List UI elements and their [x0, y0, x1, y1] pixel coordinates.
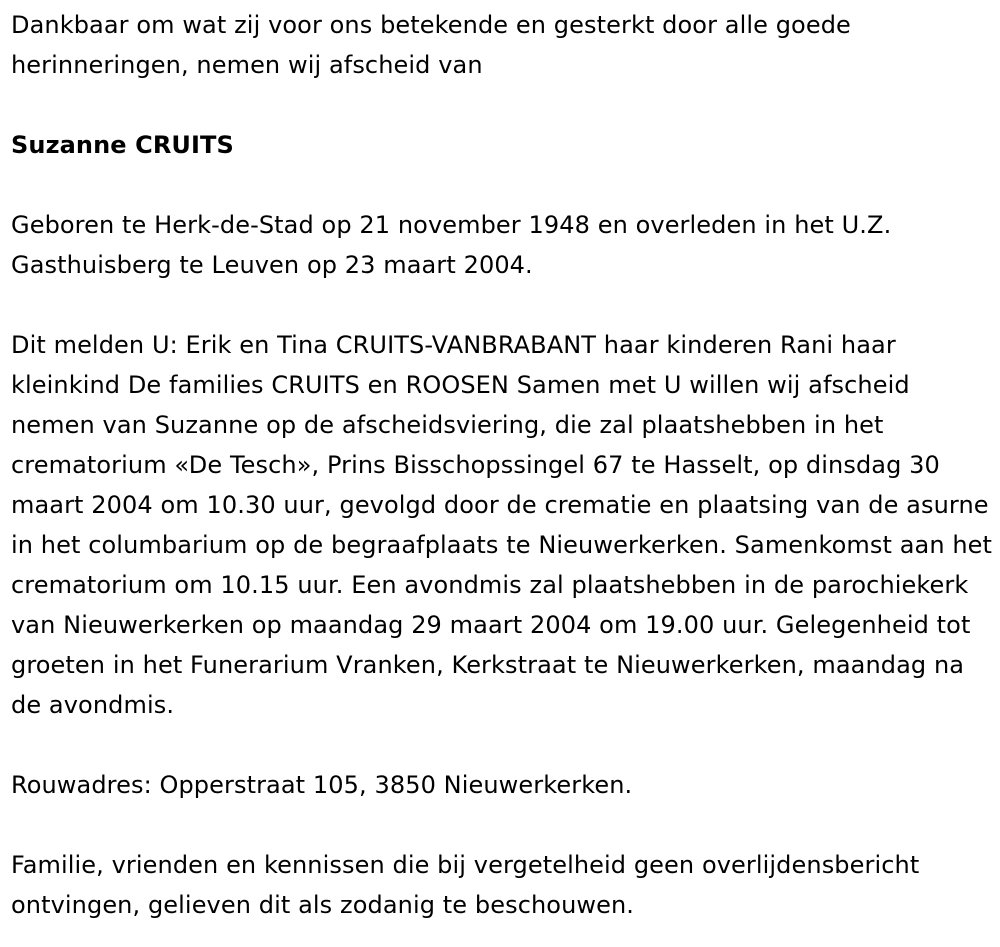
intro-text: Dankbaar om wat zij voor ons betekende en gesterkt door alle goede herinneringen, nemen wij afscheid van: [11, 11, 851, 79]
closing-text: Familie, vrienden en kennissen die bij vergetelheid geen overlijdensbericht ontvingen, gelieven dit als zodanig te beschouwen.: [11, 851, 920, 919]
announcement-text: Dit melden U: Erik en Tina CRUITS-VANBRABANT haar kinderen Rani haar kleinkind De families CRUITS en ROOSEN Samen met U willen wij afscheid nemen van Suzanne op de afscheidsviering, die zal plaatshebben in het crematorium «De Tesch», Prins Bisschopssingel 67 te Hasselt, op dinsdag 30 maart 2004 om 10.30 uur, gevolgd door de crematie en plaatsing van de asurne in het columbarium op de begraafplaats te Nieuwerkerken. Samenkomst aan het crematorium om 10.15 uur. Een avondmis zal plaatshebben in de parochiekerk van Nieuwerkerken op maandag 29 maart 2004 om 19.00 uur. Gelegenheid tot groeten in het Funerarium Vranken, Kerkstraat te Nieuwerkerken, maandag na de avondmis.: [11, 331, 993, 719]
mourning-address: Rouwadres: Opperstraat 105, 3850 Nieuwerkerken.: [11, 771, 633, 799]
obituary-notice: [0, 5, 1000, 947]
birth-death-text: Geboren te Herk-de-Stad op 21 november 1948 en overleden in het U.Z. Gasthuisberg te Leuven op 23 maart 2004.: [11, 211, 892, 279]
deceased-name: Suzanne CRUITS: [11, 131, 234, 159]
